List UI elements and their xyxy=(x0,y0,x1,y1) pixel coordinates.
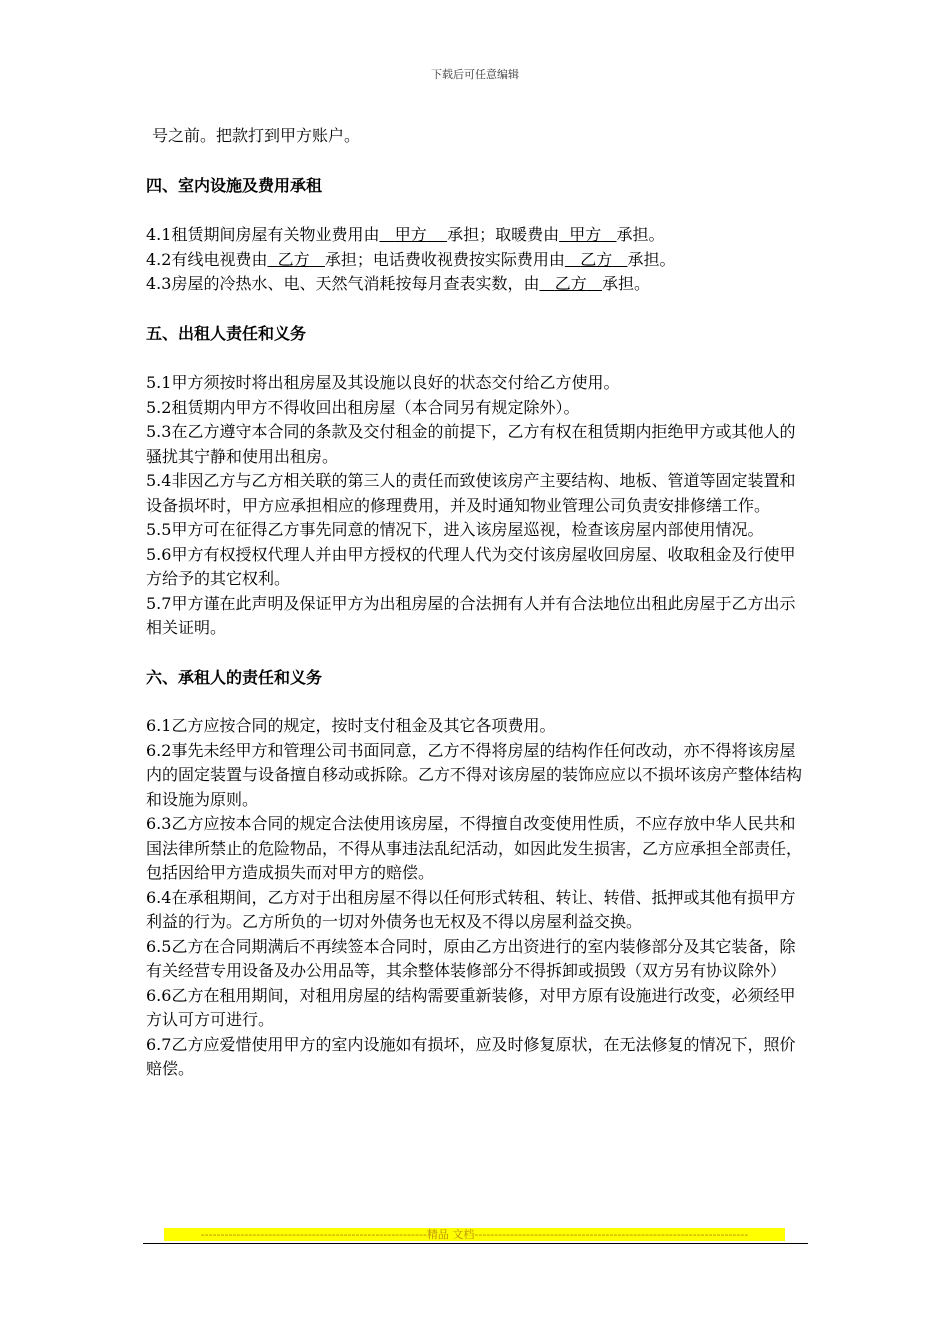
clause-4-1-text-c: 承担；取暖费由 xyxy=(447,225,560,244)
blank-heating-fee-payer xyxy=(559,225,616,244)
blank-cable-tv-payer xyxy=(267,250,324,269)
clause-4-1-text-e: 承担。 xyxy=(616,225,665,244)
section-4-title: 四、室内设施及费用承租 xyxy=(146,175,323,195)
blank-property-fee-payer xyxy=(379,225,447,244)
clause-6-7: 6.7乙方应爱惜使用甲方的室内设施如有损坏，应及时修复原状，在无法修复的情况下，照价赔偿。 xyxy=(146,1034,796,1078)
blank-phone-fee-payer xyxy=(565,250,628,269)
intro-line: 号之前。把款打到甲方账户。 xyxy=(152,126,361,145)
clause-4-2 xyxy=(146,248,810,273)
property-fee-payer: 甲方 xyxy=(394,225,427,244)
section-6-title: 六、承租人的责任和义务 xyxy=(146,667,323,687)
clause-6-6: 6.6乙方在租用期间，对租用房屋的结构需要重新装修，对甲方原有设施进行改变，必须经甲方认可方可进行。 xyxy=(146,985,796,1029)
footer-watermark-band: ---------------------------------------------------------精品 文档--------------------------------------------------------------------- xyxy=(164,1228,785,1241)
cable-tv-payer: 乙方 xyxy=(277,249,310,269)
utilities-payer: 乙方 xyxy=(554,274,587,293)
heating-fee-payer: 甲方 xyxy=(569,225,602,244)
clause-5-5: 5.5甲方可在征得乙方事先同意的情况下，进入该房屋巡视，检查该房屋内部使用情况。 xyxy=(146,520,764,539)
clause-4-3 xyxy=(146,272,810,297)
clause-4-3-text-c: 承担。 xyxy=(602,274,651,293)
clause-4-3-text-a: 4.3房屋的冷热水、电、天然气消耗按每月查表实数，由 xyxy=(146,274,540,293)
phone-fee-payer: 乙方 xyxy=(580,249,613,269)
clause-5-7: 5.7甲方谨在此声明及保证甲方为出租房屋的合法拥有人并有合法地位出租此房屋于乙方出示相关证明。 xyxy=(146,593,796,637)
clause-6-4: 6.4在承租期间，乙方对于出租房屋不得以任何形式转租、转让、转借、抵押或其他有损甲方利益的行为。乙方所负的一切对外债务也无权及不得以房屋利益交换。 xyxy=(146,887,796,931)
header-note: 下载后可任意编辑 xyxy=(431,68,519,81)
clause-5-3: 5.3在乙方遵守本合同的条款及交付租金的前提下，乙方有权在租赁期内拒绝甲方或其他人的骚扰其宁静和使用出租房。 xyxy=(146,422,796,466)
footer-rule xyxy=(143,1243,808,1244)
clause-4-2-text-c: 承担；电话费收视费按实际费用由 xyxy=(324,249,565,269)
clause-5-6: 5.6甲方有权授权代理人并由甲方授权的代理人代为交付该房屋收回房屋、收取租金及行使甲方给予的其它权利。 xyxy=(146,544,796,588)
clause-4-2-text-e: 承担。 xyxy=(627,249,676,269)
clause-5-2: 5.2租赁期内甲方不得收回出租房屋（本合同另有规定除外）。 xyxy=(146,397,580,417)
clause-6-1: 6.1乙方应按合同的规定，按时支付租金及其它各项费用。 xyxy=(146,716,556,735)
clause-6-5: 6.5乙方在合同期满后不再续签本合同时，原由乙方出资进行的室内装修部分及其它装备，除有关经营专用设备及办公用品等，其余整体装修部分不得拆卸或损毁（双方另有协议除外） xyxy=(146,936,796,980)
section-5-title: 五、出租人责任和义务 xyxy=(146,323,307,343)
document-body xyxy=(146,124,810,1082)
clause-6-3: 6.3乙方应按本合同的规定合法使用该房屋，不得擅自改变使用性质，不应存放中华人民共和国法律所禁止的危险物品，不得从事违法乱纪活动，如因此发生损害，乙方应承担全部责任，包括因给甲方造成损失而对甲方的赔偿。 xyxy=(146,814,803,882)
clause-4-2-text-a: 4.2有线电视费由 xyxy=(146,249,268,269)
clause-4-1-text-a: 4.1租赁期间房屋有关物业费用由 xyxy=(146,225,380,244)
blank-utilities-payer xyxy=(539,274,602,293)
clause-5-4: 5.4非因乙方与乙方相关联的第三人的责任而致使该房产主要结构、地板、管道等固定装置和设备损坏时，甲方应承担相应的修理费用，并及时通知物业管理公司负责安排修缮工作。 xyxy=(146,471,796,515)
clause-4-1 xyxy=(146,223,810,248)
clause-5-1: 5.1甲方须按时将出租房屋及其设施以良好的状态交付给乙方使用。 xyxy=(146,373,620,392)
clause-6-2: 6.2事先未经甲方和管理公司书面同意，乙方不得将房屋的结构作任何改动，亦不得将该房屋内的固定装置与设备擅自移动或拆除。乙方不得对该房屋的装饰应应以不损坏该房产整体结构和设施为原则。 xyxy=(146,740,803,809)
